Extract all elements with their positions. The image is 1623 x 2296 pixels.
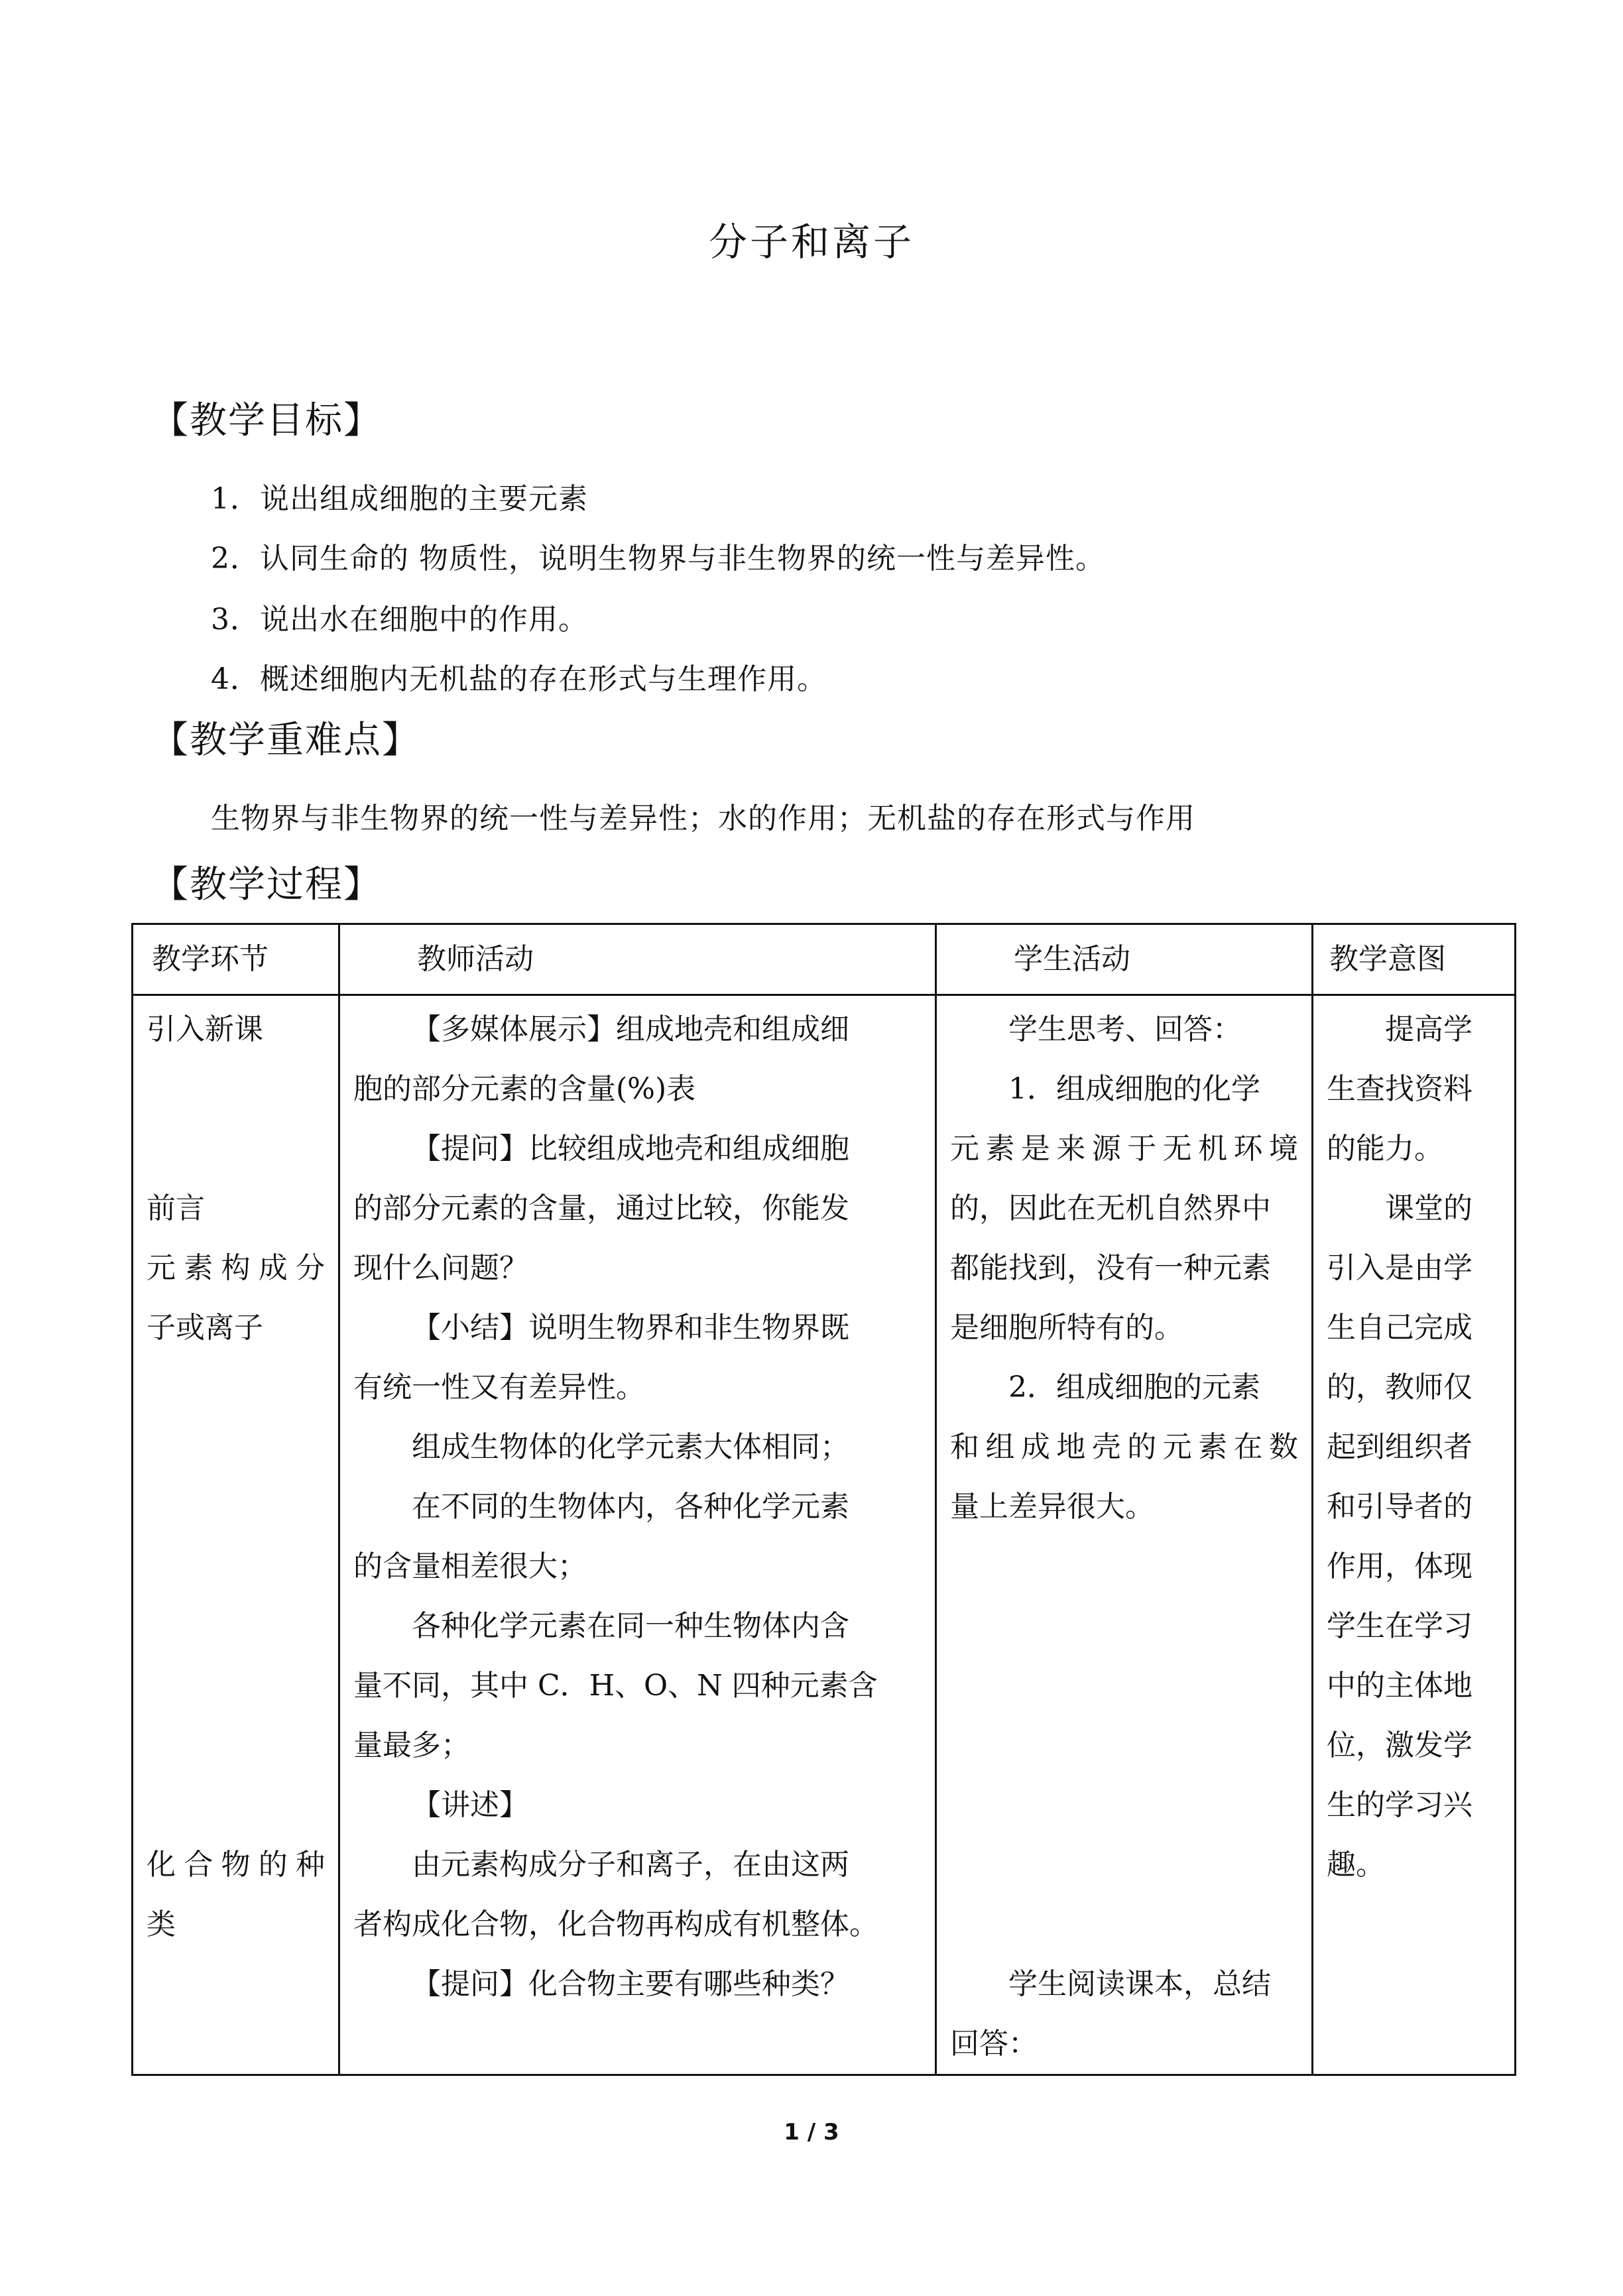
- teacher-line: 由元素构成分子和离子，在由这两: [412, 1848, 849, 1882]
- table-row: [133, 995, 1516, 2075]
- teacher-line: 【提问】化合物主要有哪些种类？: [412, 1967, 849, 2001]
- teacher-line: 量最多；: [353, 1728, 470, 1762]
- goals-heading: 【教学目标】: [151, 399, 382, 442]
- student-line: 2．组成细胞的元素: [1008, 1370, 1260, 1404]
- student-line: 的，因此在无机自然界中: [950, 1191, 1271, 1225]
- intent-line: 的能力。: [1327, 1132, 1443, 1166]
- intent-line: 提高学: [1385, 1012, 1473, 1046]
- header-intent: 教学意图: [1313, 924, 1516, 995]
- intent-line: 位，激发学: [1327, 1728, 1473, 1762]
- intent-line: 起到组织者: [1327, 1430, 1473, 1464]
- student-cell: [936, 995, 1313, 2075]
- teacher-line: 者构成化合物，化合物再构成有机整体。: [353, 1907, 878, 1941]
- header-teacher: 教师活动: [339, 924, 936, 995]
- intent-line: 中的主体地: [1327, 1669, 1473, 1703]
- student-line: 量上差异很大。: [950, 1490, 1154, 1524]
- student-line: 和组成地壳的元素在数: [950, 1430, 1298, 1464]
- stage-line: 元素构成分: [147, 1251, 325, 1285]
- teacher-cell: [339, 995, 936, 2075]
- goal-item-1: 1．说出组成细胞的主要元素: [211, 482, 588, 516]
- teacher-line: 胞的部分元素的含量(%)表: [353, 1072, 696, 1106]
- teacher-line: 【多媒体展示】组成地壳和组成细: [412, 1012, 849, 1046]
- intent-line: 学生在学习: [1327, 1609, 1473, 1643]
- intent-line: 生查找资料: [1327, 1072, 1473, 1106]
- teacher-line: 有统一性又有差异性。: [353, 1370, 645, 1404]
- stage-line: 子或离子: [147, 1311, 263, 1345]
- intent-line: 生自己完成: [1327, 1311, 1473, 1345]
- intent-line: 引入是由学: [1327, 1251, 1473, 1285]
- student-line: 1．组成细胞的化学: [1008, 1072, 1260, 1106]
- student-line: 元素是来源于无机环境: [950, 1132, 1298, 1166]
- intent-line: 和引导者的: [1327, 1490, 1473, 1524]
- intent-line: 的，教师仅: [1327, 1370, 1473, 1404]
- teacher-line: 在不同的生物体内，各种化学元素: [412, 1490, 849, 1524]
- student-line: 回答：: [950, 2027, 1038, 2061]
- stage-line: 类: [147, 1907, 176, 1941]
- page-number: 1 / 3: [784, 2119, 839, 2145]
- process-heading: 【教学过程】: [151, 863, 382, 906]
- teacher-line: 的部分元素的含量，通过比较，你能发: [353, 1191, 849, 1225]
- teacher-line: 组成生物体的化学元素大体相同；: [412, 1430, 849, 1464]
- stage-line: 引入新课: [147, 1012, 263, 1046]
- page-title: 分子和离子: [708, 219, 914, 265]
- goal-item-2: 2．认同生命的 物质性，说明生物界与非生物界的统一性与差异性。: [211, 542, 1105, 575]
- student-line: 学生阅读课本，总结: [1008, 1967, 1271, 2001]
- teacher-line: 【提问】比较组成地壳和组成细胞: [412, 1132, 849, 1166]
- teacher-line: 的含量相差很大；: [353, 1549, 587, 1583]
- stage-cell: [133, 995, 339, 2075]
- header-student: 学生活动: [936, 924, 1313, 995]
- teacher-line: 量不同，其中 C．H、O、N 四种元素含: [353, 1669, 878, 1703]
- teacher-line: 【小结】说明生物界和非生物界既: [412, 1311, 849, 1345]
- stage-line: 化合物的种: [147, 1848, 325, 1882]
- goal-item-3: 3．说出水在细胞中的作用。: [211, 603, 588, 636]
- difficulty-heading: 【教学重难点】: [151, 719, 420, 762]
- goal-item-4: 4．概述细胞内无机盐的存在形式与生理作用。: [211, 662, 827, 696]
- stage-line: 前言: [147, 1191, 205, 1225]
- student-line: 都能找到，没有一种元素: [950, 1251, 1271, 1285]
- intent-cell: [1313, 995, 1516, 2075]
- teacher-line: 各种化学元素在同一种生物体内含: [412, 1609, 849, 1643]
- teacher-line: 现什么问题？: [353, 1251, 528, 1285]
- student-line: 学生思考、回答：: [1008, 1012, 1242, 1046]
- intent-line: 生的学习兴: [1327, 1788, 1473, 1822]
- process-table: [131, 923, 1516, 2076]
- header-stage: 教学环节: [133, 924, 339, 995]
- teacher-line: 【讲述】: [412, 1788, 528, 1822]
- intent-line: 课堂的: [1385, 1191, 1473, 1225]
- student-line: 是细胞所特有的。: [950, 1311, 1183, 1345]
- intent-line: 趣。: [1327, 1848, 1385, 1882]
- intent-line: 作用，体现: [1327, 1549, 1473, 1583]
- difficulty-text: 生物界与非生物界的统一性与差异性；水的作用；无机盐的存在形式与作用: [211, 802, 1195, 835]
- table-header-row: [133, 924, 1516, 995]
